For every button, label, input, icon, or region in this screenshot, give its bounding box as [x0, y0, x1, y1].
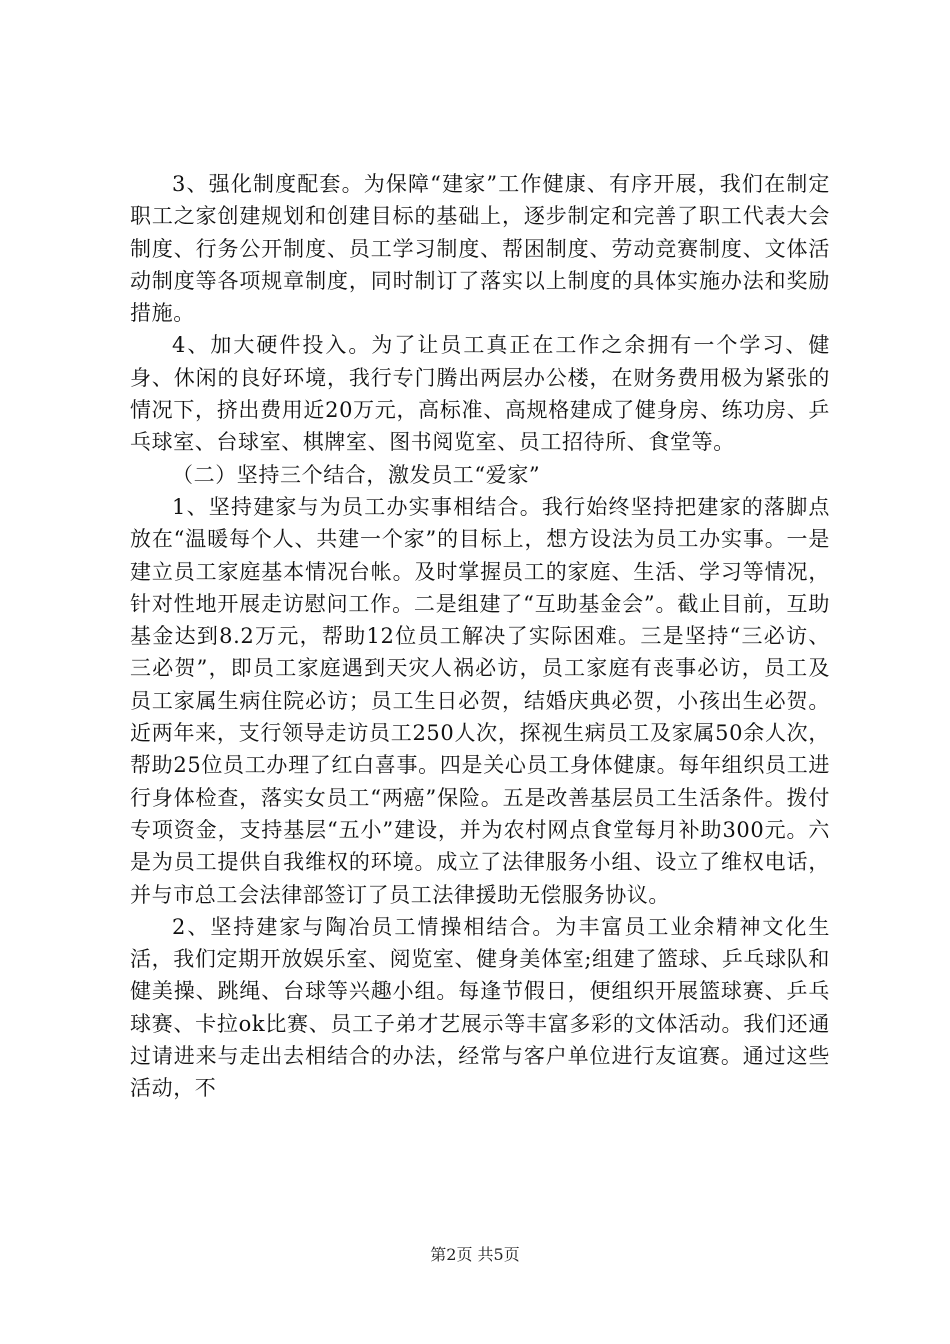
paragraph-system-support: 3、强化制度配套。为保障“建家”工作健康、有序开展，我们在制定职工之家创建规划和创建目标的基础上，逐步制定和完善了职工代表大会制度、行务公开制度、员工学习制度、帮困制度、劳动竞赛制度、文体活动制度等各项规章制度，同时制订了落实以上制度的具体实施办法和奖励措施。: [130, 172, 830, 326]
document-body: [130, 168, 830, 1105]
page-number-footer: 第2页 共5页: [430, 1245, 520, 1264]
paragraph-cultivate-sentiment: 2、坚持建家与陶冶员工情操相结合。为丰富员工业余精神文化生活，我们定期开放娱乐室、阅览室、健身美体室;组建了篮球、乒乓球队和健美操、跳绳、台球等兴趣小组。每逢节假日，便组织开展篮球赛、乒乓球赛、卡拉ok比赛、员工子弟才艺展示等丰富多彩的文体活动。我们还通过请进来与走出去相结合的办法，经常与客户单位进行友谊赛。通过这些活动，不: [130, 914, 830, 1101]
paragraph-practical-matters: 1、坚持建家与为员工办实事相结合。我行始终坚持把建家的落脚点放在“温暖每个人、共建一个家”的目标上，想方设法为员工办实事。一是建立员工家庭基本情况台帐。及时掌握员工的家庭、生活、学习等情况，针对性地开展走访慰问工作。二是组建了“互助基金会”。截止目前，互助基金达到8.2万元，帮助12位员工解决了实际困难。三是坚持“三必访、三必贺”，即员工家庭遇到天灾人祸必访，员工家庭有丧事必访，员工及员工家属生病住院必访；员工生日必贺，结婚庆典必贺，小孩出生必贺。近两年来，支行领导走访员工250人次，探视生病员工及家属50余人次，帮助25位员工办理了红白喜事。四是关心员工身体健康。每年组织员工进行身体检查，落实女员工“两癌”保险。五是改善基层员工生活条件。拨付专项资金，支持基层“五小”建设，并为农村网点食堂每月补助300元。六是为员工提供自我维权的环境。成立了法律服务小组、设立了维权电话，并与市总工会法律部签订了员工法律援助无偿服务协议。: [130, 494, 830, 907]
paragraph-hardware-investment: 4、加大硬件投入。为了让员工真正在工作之余拥有一个学习、健身、休闲的良好环境，我行专门腾出两层办公楼，在财务费用极为紧张的情况下，挤出费用近20万元，高标准、高规格建成了健身房、练功房、乒乓球室、台球室、棋牌室、图书阅览室、员工招待所、食堂等。: [130, 333, 830, 455]
section-heading-three-combinations: （二）坚持三个结合，激发员工“爱家”: [172, 462, 541, 487]
